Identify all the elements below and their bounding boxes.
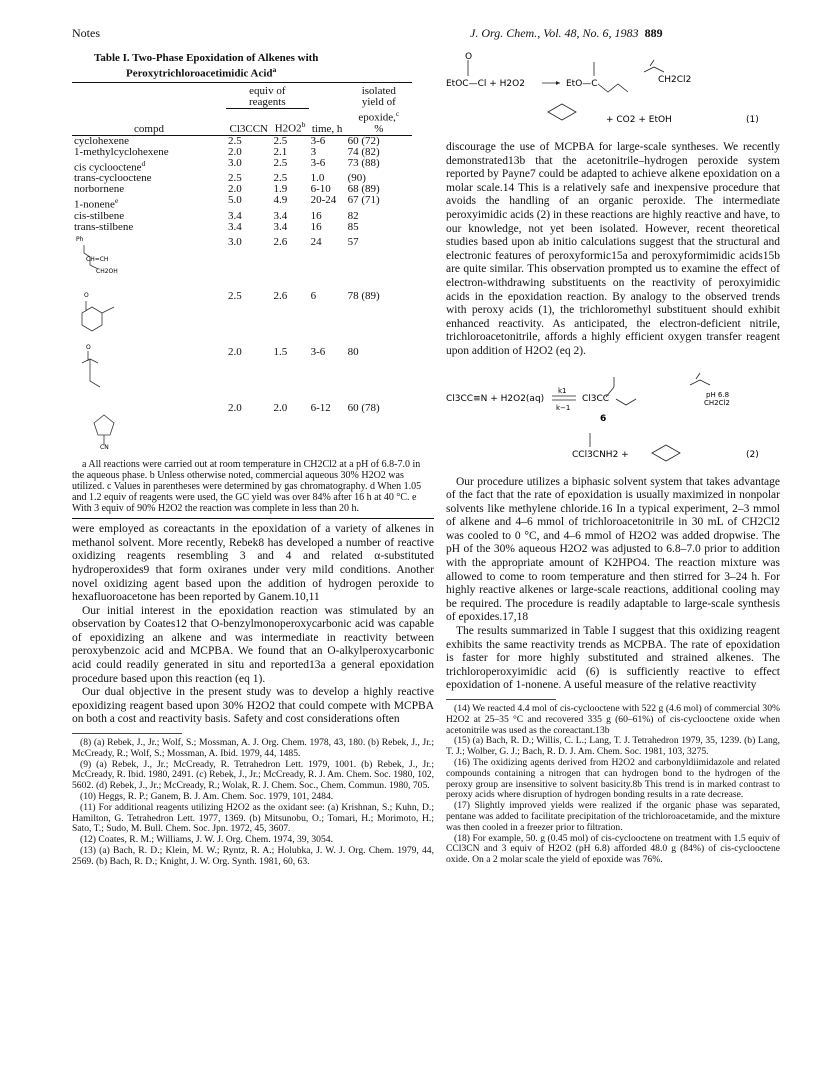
h2o2-cell: 2.0 xyxy=(273,402,288,415)
left-paragraph: were employed as coreactants in the epoxidation of a variety of alkenes in methanol solvent. More recently, Rebek8 has developed a number of reactive oxidizing reagents resembling 3 and 4 and related α-substituted hydroperoxides9 that form oxiranes under very mild conditions. Another novel oxidizing agent based upon the addition of hydrogen peroxide to hexafluoroacetone has been reported by Ganem.10,11 xyxy=(72,523,434,604)
header-h2o2-mark: b xyxy=(301,120,306,130)
reference-item: (15) (a) Bach, R. D.; Willis, C. L.; Lang, T. J. Tetrahedron 1979, 35, 1239. (b) Lang, T. J.; Wolber, G. J.; Bach, R. D. J. Am. Chem. Soc. 1981, 103, 3275. xyxy=(446,735,780,758)
structure-drawing xyxy=(74,287,154,339)
eq2-k1: k1 xyxy=(558,386,567,395)
header-yield-text: isolated yield of xyxy=(361,85,396,109)
page-number: 889 xyxy=(644,26,663,40)
yield-cell-text: 82 xyxy=(347,210,359,223)
structure-label: O xyxy=(86,344,91,352)
time-cell: 6 xyxy=(310,290,317,303)
reference-item: (12) Coates, R. M.; Williams, J. W. J. Org. Chem. 1974, 39, 3054. xyxy=(80,834,333,846)
cl3cn-cell xyxy=(226,222,271,233)
cl3cn-cell: 2.0 xyxy=(228,402,242,415)
eq1-peroxy-chain xyxy=(598,84,628,92)
left-references xyxy=(72,738,434,868)
structure-bonds xyxy=(82,351,100,387)
time-cell xyxy=(309,222,346,233)
table-footnotes: a All reactions were carried out at room temperature in CH2Cl2 at a pH of 6.8-7.0 in the aqueous phase. b Unless otherwise noted, commercial aqueous 30% H2O2 was utilized. c Values in parentheses were determined by gas chromatography. d When 1.05 and 1.2 equiv of reagents were used, the GC yield was over 84% after 16 h at 40 °C. e With 3 equiv of 90% H2O2 the reaction was complete in less than 20 h. xyxy=(72,459,422,515)
time-cell-text: 1.0 xyxy=(310,172,325,185)
eq1-solvent: CH2Cl2 xyxy=(658,75,692,85)
reference-item: (16) The oxidizing agents derived from H2O2 and carbonyldiimidazole and related compounds containing a nitrogen that can hydrogen bond to the hydrogen of the peroxy group are insensitive to solvent basicity.8b This trend is in marked contrast to peroxy acids where disruption of hydrogen bonding results in a rate decrease. xyxy=(446,756,780,801)
time-cell-text: 3-6 xyxy=(310,156,326,169)
structure-drawing xyxy=(74,343,154,395)
eq1-lhs: EtOC—Cl + H2O2 xyxy=(446,79,525,89)
yield-cell-text: 68 (89) xyxy=(347,183,380,196)
time-cell-text: 3 xyxy=(310,145,317,158)
time-cell: 3-6 xyxy=(310,346,326,359)
h2o2-cell-text: 4.9 xyxy=(273,194,288,207)
data-table xyxy=(72,82,412,451)
right-paragraph: discourage the use of MCPBA for large-scale syntheses. We recently demonstrated13b that the acetonitrile–hydrogen peroxide system reported by Payne7 could be adapted to achieve alkene epoxidation on a molar scale.14 This is a relatively safe and inexpensive procedure that avoids the handling of an organic peroxide. The intermediate peroxyimidic acids (2) in these reactions are highly reactive and have, to our knowledge, not yet been isolated. However, recent theoretical studies based upon ab initio calculations suggest that the structural and electronic features of peroxyformic15a and peroxyformimidic acids15b are quite similar. This observation prompted us to examine the effect of electron-withdrawing substituents on the reactivity of peroxyimidic acids in the epoxidation reaction. By analogy to the observed trends with peroxy acids (1), the trichloromethyl substituent should exhibit enhanced reactivity. As anticipated, the electron-deficient nitrile, trichloroacetonitrile, affords a highly efficient oxygen transfer reagent upon addition of H2O2 (eq 2). xyxy=(446,141,781,357)
time-cell xyxy=(309,195,346,211)
cl3cn-cell-text: 2.5 xyxy=(228,134,242,147)
table-caption-line2 xyxy=(94,64,434,80)
eq2-imidic-bonds xyxy=(606,377,636,405)
structure-bonds xyxy=(82,301,114,331)
h2o2-cell-text: 2.5 xyxy=(273,156,288,169)
compound-cell-text: 1-methylcyclohexene xyxy=(74,145,169,158)
h2o2-cell xyxy=(271,195,308,211)
cl3cn-cell: 2.0 xyxy=(228,346,242,359)
cl3cn-cell-text: 5.0 xyxy=(228,194,242,207)
structure-bonds xyxy=(94,415,114,445)
eq1-alkene xyxy=(644,60,664,72)
yield-cell xyxy=(346,158,412,174)
table-bottom-rule xyxy=(72,518,434,519)
h2o2-cell xyxy=(271,222,308,233)
yield-cell-text: 60 (72) xyxy=(347,134,380,147)
h2o2-cell: 2.6 xyxy=(273,290,288,303)
h2o2-cell-text: 1.9 xyxy=(273,183,288,196)
cl3cn-cell: 2.5 xyxy=(228,290,242,303)
left-paragraph: Our initial interest in the epoxidation reaction was stimulated by an observation by Coates12 that O-benzylmonoperoxycarbonic acid was capable of epoxidizing an alkene and was intermediate in reactivity between peroxybenzoic acid and MCPBA. We found that an O-alkylperoxycarbonic acid could readily generated in situ and reported13a a general epoxidation procedure based upon this reaction (eq 1). xyxy=(72,604,434,685)
header-compd: compd xyxy=(134,122,164,135)
time-cell-text: 16 xyxy=(310,221,322,234)
cl3cn-cell xyxy=(226,158,271,174)
structure-cell xyxy=(72,399,226,451)
structure-cell xyxy=(72,233,226,287)
compound-cell xyxy=(72,147,226,158)
compound-footnote-mark: e xyxy=(114,196,119,206)
footnote-separator xyxy=(446,699,556,700)
eq2-compound-number: 6 xyxy=(600,413,607,424)
compound-cell-text: norbornene xyxy=(74,183,125,196)
h2o2-cell-text: 2.1 xyxy=(273,145,288,158)
cl3cn-cell-text: 3.0 xyxy=(228,156,242,169)
time-cell-text: 20-24 xyxy=(310,194,337,207)
structure-drawing xyxy=(74,233,154,283)
compound-cell-text: trans-stilbene xyxy=(74,221,134,234)
yield-cell-text: 85 xyxy=(347,221,359,234)
table-caption xyxy=(72,52,434,80)
right-column xyxy=(446,52,780,866)
header-epoxide-text: epoxide, xyxy=(358,111,396,124)
equation-2-scheme xyxy=(446,359,780,471)
journal-citation: J. Org. Chem., Vol. 48, No. 6, 1983 xyxy=(470,26,639,40)
header-pct: % xyxy=(374,122,384,135)
table-row-structure xyxy=(72,399,412,451)
cl3cn-cell-text: 2.0 xyxy=(228,183,242,196)
compound-cell-text: cyclohexene xyxy=(74,134,129,147)
eq2-solvent: CH2Cl2 xyxy=(704,398,730,407)
header-h2o2 xyxy=(271,108,308,135)
yield-cell: 78 (89) xyxy=(347,290,380,303)
structure-cell xyxy=(72,287,226,343)
time-cell-text: 6-10 xyxy=(310,183,331,196)
reference-item: (13) (a) Bach, R. D.; Klein, M. W.; Ryntz, R. A.; Holubka, J. W. J. Org. Chem. 1979, 44, 2569. (b) Bach, R. D.; Knight, J. W. Org. Synth. 1981, 60, 63. xyxy=(72,845,434,867)
eq1-epoxide xyxy=(548,104,576,120)
cl3cn-cell-text: 2.0 xyxy=(228,145,242,158)
eq1-number: (1) xyxy=(746,115,759,125)
eq2-ph: pH 6.8 xyxy=(706,390,730,399)
table-row xyxy=(72,222,412,233)
yield-cell: 57 xyxy=(347,236,359,249)
time-cell xyxy=(309,158,346,174)
compound-cell-text: trans-cyclooctene xyxy=(74,172,152,185)
eq2-lhs: Cl3CC≡N + H2O2(aq) xyxy=(446,393,545,404)
yield-cell: 60 (78) xyxy=(347,402,380,415)
yield-cell-text: (90) xyxy=(347,172,366,185)
h2o2-cell-text: 2.5 xyxy=(273,134,288,147)
table-row-structure xyxy=(72,233,412,287)
header-equiv-text: equiv of reagents xyxy=(248,84,286,108)
eq2-product: CCl3CNH2 + xyxy=(572,449,629,460)
structure-label: CH2OH xyxy=(96,268,118,276)
header-time-blank xyxy=(309,82,346,108)
yield-cell-text: 67 (71) xyxy=(347,194,380,207)
h2o2-cell-text: 2.5 xyxy=(273,172,288,185)
left-column xyxy=(72,52,434,868)
table-caption-line1: Table I. Two-Phase Epoxidation of Alkenes with xyxy=(94,52,319,64)
footnote-separator xyxy=(72,733,182,734)
eq2-intermediate: Cl3CC xyxy=(582,393,610,404)
yield-cell xyxy=(346,195,412,211)
yield-cell-text: 73 (88) xyxy=(347,156,380,169)
eq2-epoxide xyxy=(652,445,680,461)
h2o2-cell: 2.6 xyxy=(273,236,288,249)
structure-cell xyxy=(72,343,226,399)
reference-item: (9) (a) Rebek, J., Jr.; McCready, R. Tetrahedron Lett. 1979, 1001. (b) Rebek, J., Jr.; McCready, R. Ibid. 1980, 2491. (c) Rebek, J., Jr.; McCready, R. J. Am. Chem. Soc. 1980, 102, 5602. (d) Rebek, J., Jr.; McCready, R.; Wolak, R. J. Chem. Soc., Chem. Commun. 1980, 705. xyxy=(72,758,434,792)
eq1-products: + CO2 + EtOH xyxy=(606,115,672,125)
time-cell-text: 3-6 xyxy=(310,134,326,147)
h2o2-cell-text: 3.4 xyxy=(273,221,288,234)
time-cell: 6-12 xyxy=(310,402,331,415)
compound-cell xyxy=(72,184,226,195)
yield-cell-text: 74 (82) xyxy=(347,145,380,158)
eq2-number: (2) xyxy=(746,449,759,460)
header-yield xyxy=(346,82,412,108)
equation-1-scheme xyxy=(446,52,780,136)
table-row-structure xyxy=(72,343,412,399)
compound-footnote-mark: d xyxy=(141,158,146,168)
structure-label: O xyxy=(84,292,89,300)
cl3cn-cell-text: 2.5 xyxy=(228,172,242,185)
table-row-structure xyxy=(72,287,412,343)
cl3cn-cell-text: 3.4 xyxy=(228,221,242,234)
structure-label: CH=CH xyxy=(86,256,109,264)
right-body-text-2 xyxy=(446,476,780,694)
reference-item: (11) For additional reagents utilizing H2O2 as the oxidant see: (a) Krishnan, S.; Kuhn, D.; Hamilton, G. Tetrahedron Lett. 1977, 1369. (b) Mitsunobu, O.; Tomari, H.; Morimoto, H.; Sato, T.; Sudo, M. Bull. Chem. Soc. Jpn. 1972, 45, 3607. xyxy=(72,801,434,835)
time-cell: 24 xyxy=(310,236,322,249)
header-cl3cn: Cl3CCN xyxy=(226,108,271,135)
left-body-text xyxy=(72,523,434,727)
table-caption-line2-text: Peroxytrichloroacetimidic Acid xyxy=(126,67,273,80)
reference-item: (10) Heggs, R. P.; Ganem, B. J. Am. Chem. Soc. 1979, 101, 2484. xyxy=(80,791,334,803)
left-paragraph: Our dual objective in the present study was to develop a highly reactive epoxidizing reagent based upon 30% H2O2 that could compete with MCPBA on both a cost and reactivity basis. Safety and cost considerations often xyxy=(72,686,434,726)
table-row xyxy=(72,195,412,211)
eq1-carbonyl-o: O xyxy=(465,52,473,62)
time-cell-text: 16 xyxy=(310,210,322,223)
structure-drawing xyxy=(74,399,154,452)
eq1-arrow-head xyxy=(556,81,560,85)
right-paragraph: Our procedure utilizes a biphasic solvent system that takes advantage of the fact that the rate of epoxidation is usually maximized in nonpolar solvents like methylene chloride.16 In a typical experiment, 2–3 mmol of alkene and 4–6 mmol of trichloroacetonitrile in 30 mL of CH2Cl2 was cooled to 0 °C, and 4–6 mmol of H2O2 was added dropwise. The pH of the 30% aqueous H2O2 was adjusted to 6.8–7.0 prior to addition with the appropriate amount of K2HPO4. The reaction mixture was allowed to come to room temperature and then stirred for 3–24 h. For highly reactive alkenes or large-scale reactions, additional cooling may be required. The procedure is readily adaptable to large-scale synthesis of epoxides.17,18 xyxy=(446,475,780,624)
running-head-journal xyxy=(470,26,663,41)
reference-item: (8) (a) Rebek, J., Jr.; Wolf, S.; Mossman, A. J. Org. Chem. 1978, 43, 180. (b) Rebek, J., Jr.; McCready, R.; Wolf, S.; Mossman, A. Ibid. 1979, 44, 1485. xyxy=(72,737,434,759)
reference-item: (18) For example, 50. g (0.45 mol) of cis-cyclooctene on treatment with 1.5 equiv of CCl3CN and 3 equiv of H2O2 (pH 6.8) afforded 48.0 g (84%) of cis-cyclooctene oxide. On a 2 molar scale the yield of epoxide was 76%. xyxy=(446,832,780,866)
eq2-k-1: k−1 xyxy=(556,403,571,412)
cl3cn-cell xyxy=(226,195,271,211)
header-time: time, h xyxy=(311,122,343,135)
eq2-alkene xyxy=(690,373,710,385)
right-references xyxy=(446,704,780,866)
compound-cell xyxy=(72,158,226,174)
header-blank xyxy=(72,82,226,108)
structure-label: Ph xyxy=(76,236,84,244)
header-equiv xyxy=(226,82,309,108)
header-epoxide-mark: c xyxy=(395,109,400,119)
eq1-intermediate: EtO—C xyxy=(566,79,598,89)
yield-cell: 80 xyxy=(347,346,359,359)
header-h2o2-text: H2O2 xyxy=(274,122,302,135)
yield-cell xyxy=(346,222,412,233)
cl3cn-cell: 3.0 xyxy=(228,236,242,249)
table-row xyxy=(72,158,412,174)
h2o2-cell-text: 3.4 xyxy=(273,210,288,223)
compound-cell-text: cis cyclooctene xyxy=(74,161,142,174)
cl3cn-cell-text: 3.4 xyxy=(228,210,242,223)
compound-cell-text: cis-stilbene xyxy=(74,210,125,223)
running-head-section: Notes xyxy=(72,26,100,40)
compound-cell xyxy=(72,195,226,211)
table-caption-mark: a xyxy=(272,65,277,74)
table-body xyxy=(72,135,412,451)
header-epoxide xyxy=(346,108,412,135)
reference-item: (14) We reacted 4.4 mol of cis-cyclooctene with 522 g (4.6 mol) of commercial 30% H2O2 at 25–35 °C and recovered 335 g (60–61%) of cis-cyclooctene oxide when acetonitrile was used as the coreactant.13b xyxy=(446,703,780,736)
structure-label: CN xyxy=(100,444,109,452)
h2o2-cell: 1.5 xyxy=(273,346,288,359)
h2o2-cell xyxy=(271,158,308,174)
right-paragraph: The results summarized in Table I suggest that this oxidizing reagent exhibits the same reactivity trends as MCPBA. The rate of epoxidation is faster for more highly substituted and strained alkenes. The trichloroperoxyimidic acid (6) is sufficiently reactive to effect epoxidation of 1-nonene. A useful measure of the relative reactivity xyxy=(446,625,780,692)
compound-cell xyxy=(72,222,226,233)
right-body-text-1 xyxy=(446,141,780,359)
compound-cell-text: 1-nonene xyxy=(74,199,115,212)
reference-item: (17) Slightly improved yields were realized if the organic phase was separated, pentane was added to facilitate precipitation of the trichloroacetamide, and the mixture was then cooled in a freezer prior to filtration. xyxy=(446,800,780,833)
